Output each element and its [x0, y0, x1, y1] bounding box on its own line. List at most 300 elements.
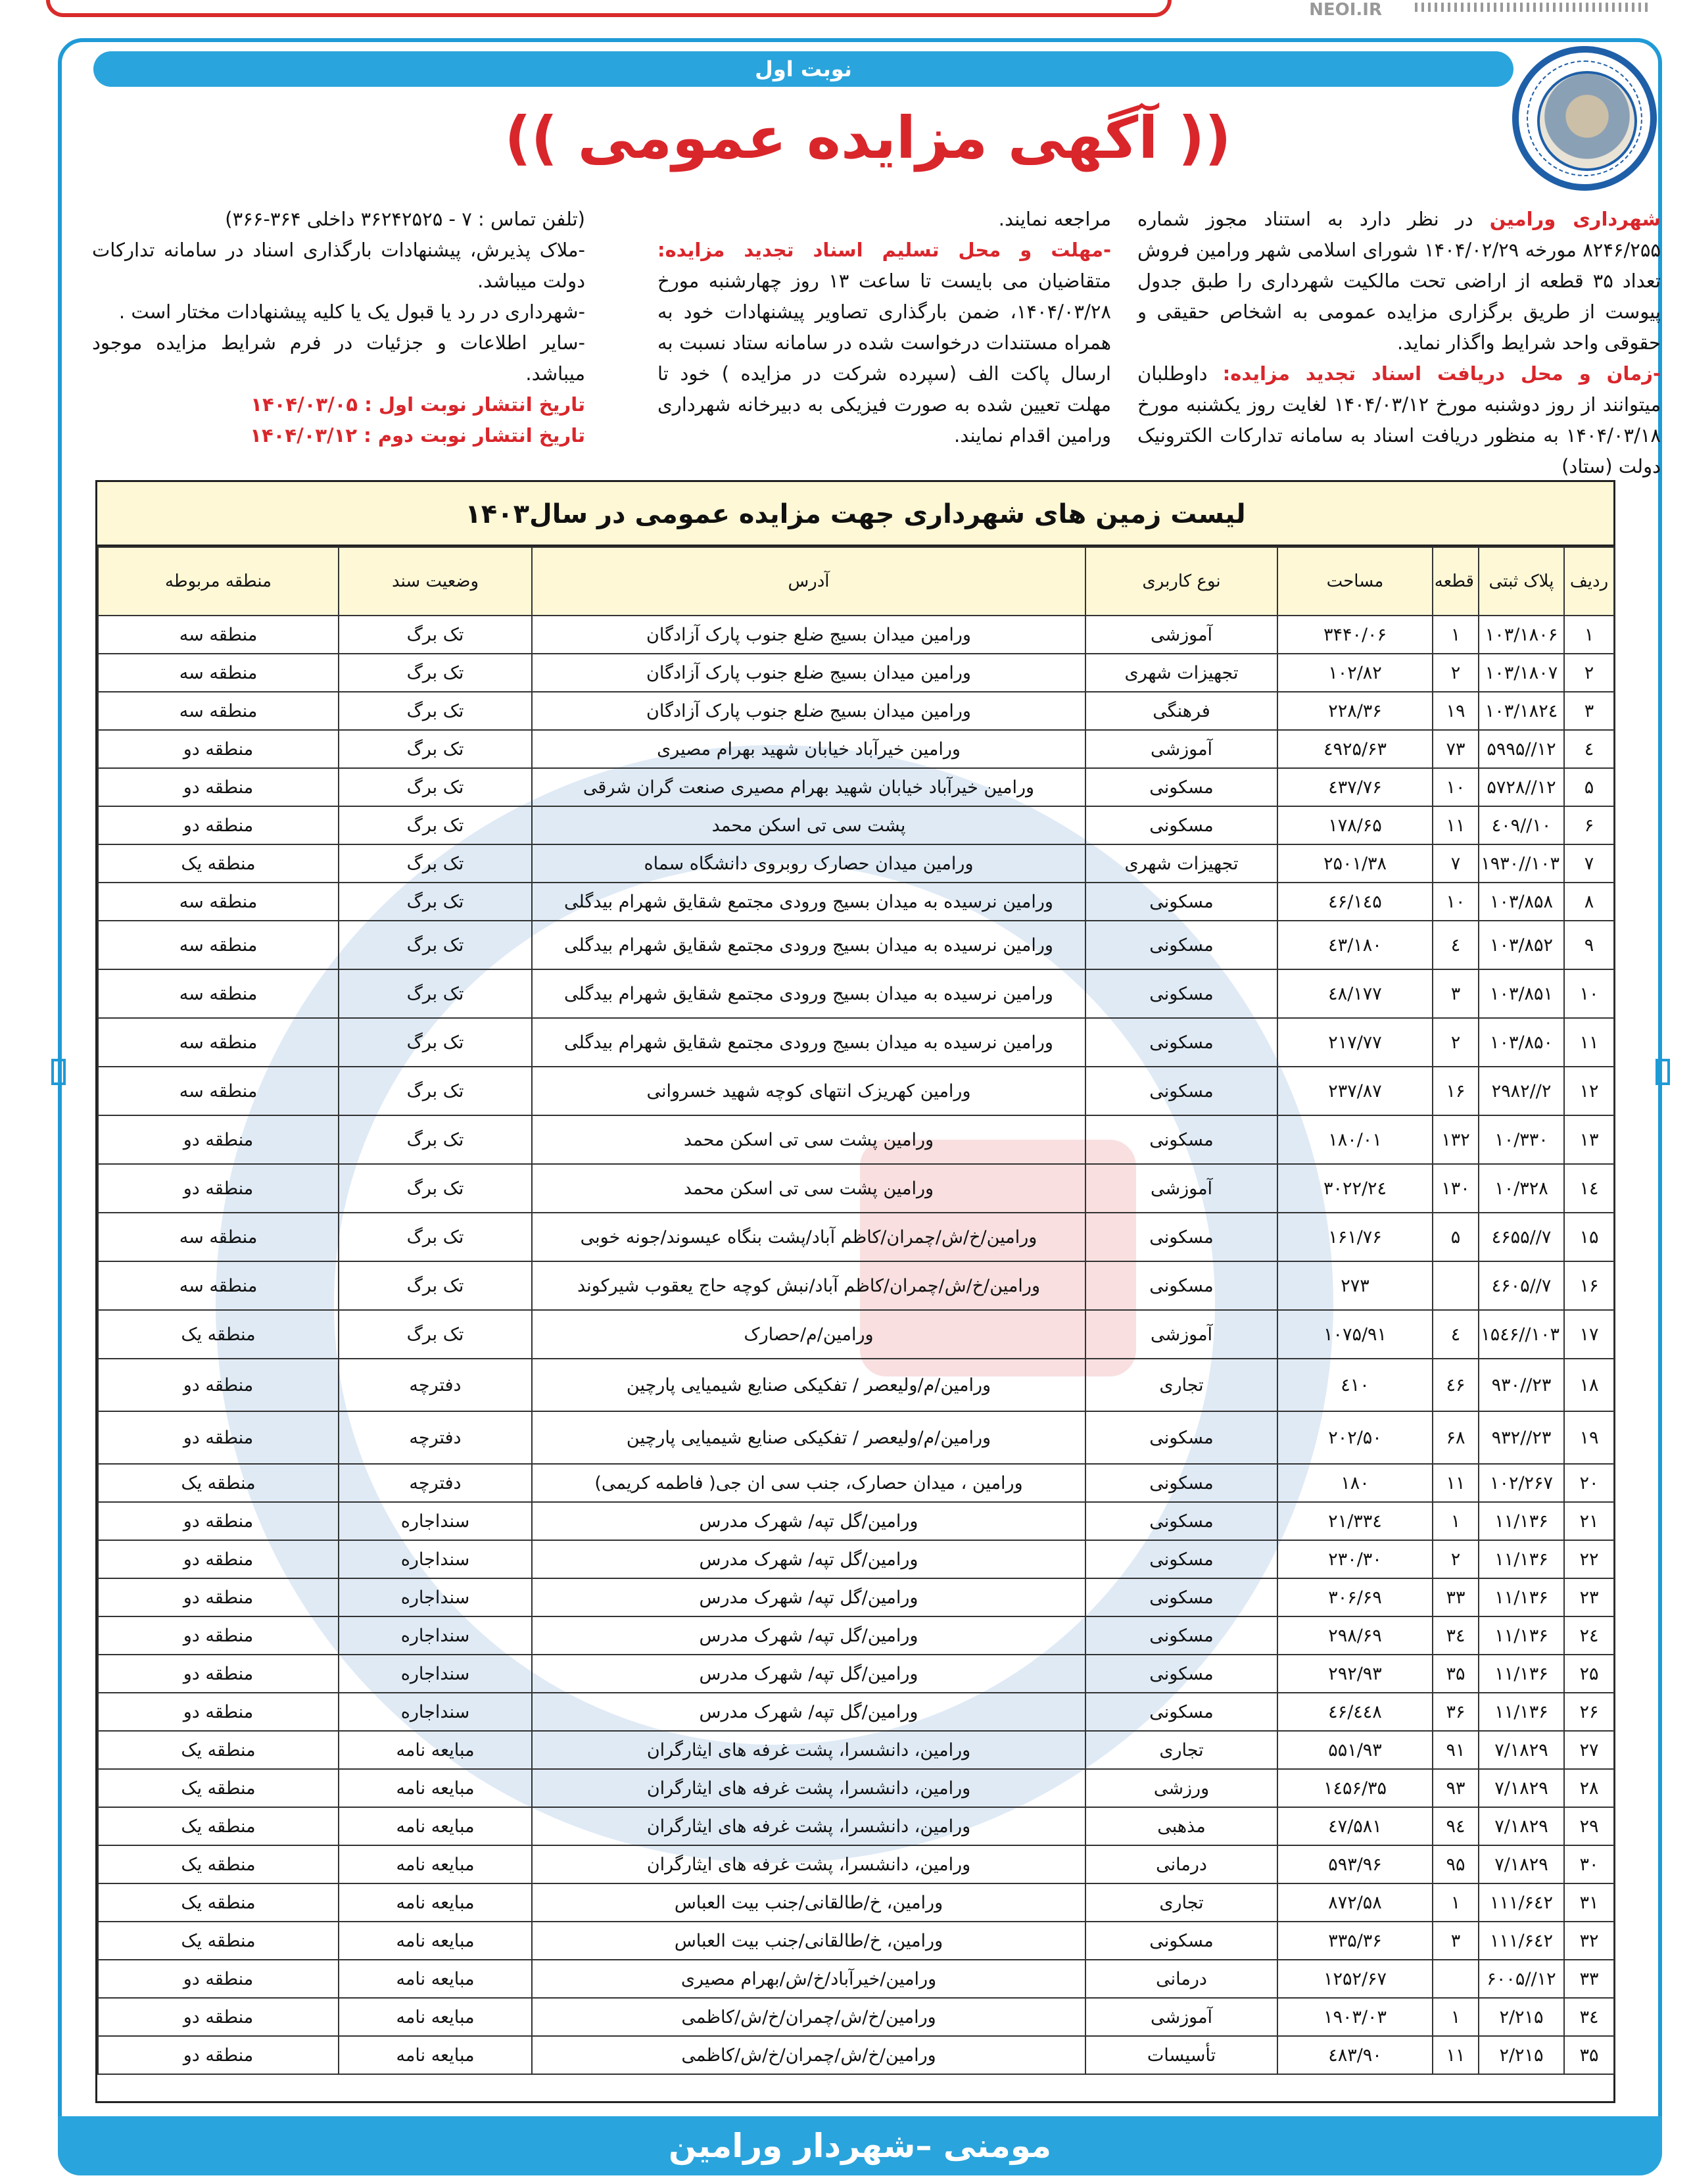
publish-second-label: تاریخ انتشار نوبت دوم : — [364, 424, 585, 447]
table-cell: ۷۳ — [1433, 730, 1479, 768]
docs-receipt-text: داوطلبان میتوانند از روز دوشنبه مورخ ۱۴۰۴/۰۳/۱۲ لغایت روز یکشنبه مورخ ۱۴۰۴/۰۳/۱۸ به منظور دریافت اسناد به سامانه تدارکات الکترونیک دولت (ستاد) — [1137, 362, 1661, 477]
municipality-name: شهرداری ورامین — [1489, 208, 1661, 230]
land-list-table-box — [95, 480, 1615, 2103]
table-cell: ۲ — [1433, 1018, 1479, 1067]
table-cell: ۱٤۵۶/۳۵ — [1277, 1769, 1433, 1807]
table-cell: منطقه یک — [98, 1807, 339, 1845]
table-cell: دفترچه — [339, 1359, 532, 1411]
table-cell: تجاری — [1085, 1883, 1277, 1922]
table-cell: تجاری — [1085, 1359, 1277, 1411]
column-header: نوع کاربری — [1085, 547, 1277, 616]
table-cell: ۱۰۳/۱۸۲٤ — [1479, 692, 1564, 730]
table-cell: آموزشی — [1085, 730, 1277, 768]
table-cell: ۱۰۷۵/۹۱ — [1277, 1310, 1433, 1359]
table-cell: ۲۶ — [1564, 1693, 1614, 1731]
table-cell: ۷ — [1564, 844, 1614, 883]
intro-column-left — [92, 204, 585, 451]
table-cell: آموزشی — [1085, 1310, 1277, 1359]
table-cell: ۲۷ — [1564, 1731, 1614, 1769]
table-row — [98, 1769, 1614, 1807]
table-cell: ۱۱۱/۶٤۲ — [1479, 1883, 1564, 1922]
table-cell: ۱۱۱/۶٤۲ — [1479, 1922, 1564, 1960]
table-cell: منطقه سه — [98, 654, 339, 692]
table-cell: مسکونی — [1085, 1578, 1277, 1616]
table-row — [98, 1115, 1614, 1164]
table-cell: ۱۱ — [1433, 1464, 1479, 1502]
table-cell: ۱۳۲ — [1433, 1115, 1479, 1164]
table-cell: مسکونی — [1085, 1922, 1277, 1960]
table-cell: ۳۰۲۲/۲٤ — [1277, 1164, 1433, 1213]
table-row — [98, 1998, 1614, 2036]
table-cell: مسکونی — [1085, 969, 1277, 1018]
table-cell: ورامین میدان حصارک روبروی دانشگاه سماه — [532, 844, 1085, 883]
table-cell: ورامین نرسیده به میدان بسیج ورودی مجتمع شقایق شهرام بیدگلی — [532, 969, 1085, 1018]
table-cell: ۲۱ — [1564, 1502, 1614, 1540]
table-cell: ۱۷۷/٤۸ — [1277, 969, 1433, 1018]
table-cell: ۱۰۲/۸۲ — [1277, 654, 1433, 692]
table-cell: ۲۸ — [1564, 1769, 1614, 1807]
table-cell: تک برگ — [339, 768, 532, 806]
table-cell: ۱۸ — [1564, 1359, 1614, 1411]
table-cell: ٤٤۸/٤۶ — [1277, 1693, 1433, 1731]
table-cell: ۲۳۷/۸۷ — [1277, 1067, 1433, 1115]
table-cell: ۷ — [1433, 844, 1479, 883]
table-cell: مسکونی — [1085, 883, 1277, 921]
table-cell: ۱۰//٤۰۹ — [1479, 806, 1564, 844]
table-cell: تأسیسات — [1085, 2036, 1277, 2074]
top-strip — [0, 0, 1691, 20]
table-row — [98, 768, 1614, 806]
table-cell: ۹۵ — [1433, 1845, 1479, 1883]
table-cell: ۱۱/۱۳۶ — [1479, 1502, 1564, 1540]
table-row — [98, 1359, 1614, 1411]
table-cell: مسکونی — [1085, 1655, 1277, 1693]
table-cell: ۱ — [1433, 1998, 1479, 2036]
table-cell: ۱۰۳//۱۵٤۶ — [1479, 1310, 1564, 1359]
table-cell: ۱۱/۱۳۶ — [1479, 1540, 1564, 1578]
intro-paragraph: در نظر دارد به استناد مجوز شماره ۸۲۴۶/۲۵۵ مورخه ۱۴۰۴/۰۲/۲۹ شورای اسلامی شهر ورامین فروش تعداد ۳۵ قطعه از اراضی تحت مالکیت شهرداری را طبق جدول پیوست از طریق برگزاری مزایده عمومی به اشخاص حقیقی و حقوقی واحد شرایط واگذار نماید. — [1137, 208, 1661, 354]
table-cell: ۱۶ — [1433, 1067, 1479, 1115]
table-cell: ۱۷ — [1564, 1310, 1614, 1359]
table-cell: ۳۳ — [1433, 1578, 1479, 1616]
table-cell: ۳ — [1564, 692, 1614, 730]
table-cell: مسکونی — [1085, 1067, 1277, 1115]
table-cell: آموزشی — [1085, 1164, 1277, 1213]
table-cell: ۶ — [1564, 806, 1614, 844]
table-cell: ۱۸۰/۰۱ — [1277, 1115, 1433, 1164]
notice-round-banner: نوبت اول — [93, 51, 1513, 87]
table-cell: ۲۲ — [1564, 1540, 1614, 1578]
table-cell: منطقه دو — [98, 1960, 339, 1998]
table-row — [98, 1164, 1614, 1213]
table-cell: ۲۳۰/۳۰ — [1277, 1540, 1433, 1578]
table-cell: ورامین، خ/طالقانی/جنب بیت العباس — [532, 1883, 1085, 1922]
table-cell: ۱۰/۳۳۰ — [1479, 1115, 1564, 1164]
table-cell: ۱۲۵۲/۶۷ — [1277, 1960, 1433, 1998]
intro-column-middle — [657, 204, 1111, 451]
table-cell: ۷/۱۸۲۹ — [1479, 1845, 1564, 1883]
table-cell: مسکونی — [1085, 1540, 1277, 1578]
table-cell: ۱۰۲/۲۶۷ — [1479, 1464, 1564, 1502]
table-cell: ۷//٤۶۰۵ — [1479, 1261, 1564, 1310]
table-cell: تک برگ — [339, 1310, 532, 1359]
table-cell: ٤۶ — [1433, 1359, 1479, 1411]
table-cell: ۱۰۳/۱۸۰۶ — [1479, 616, 1564, 654]
table-cell: ۱۲ — [1564, 1067, 1614, 1115]
table-cell: ورامین/م/ولیعصر / تفکیکی صنایع شیمیایی پارچین — [532, 1359, 1085, 1411]
table-cell: ۱۰۳/۸۵۱ — [1479, 969, 1564, 1018]
table-cell: ۶۸ — [1433, 1411, 1479, 1464]
column-header: آدرس — [532, 547, 1085, 616]
table-cell: ۳۲ — [1564, 1922, 1614, 1960]
table-cell: تک برگ — [339, 1018, 532, 1067]
table-cell: ۲۳//۹۳۲ — [1479, 1411, 1564, 1464]
table-cell: منطقه دو — [98, 1578, 339, 1616]
intro-column-right — [1137, 204, 1661, 482]
table-cell: ۳ — [1433, 969, 1479, 1018]
table-cell: ٤۹۲۵/۶۳ — [1277, 730, 1433, 768]
table-cell: مبایعه نامه — [339, 1731, 532, 1769]
table-cell: ۸۷۲/۵۸ — [1277, 1883, 1433, 1922]
table-cell: ۱۱/۱۳۶ — [1479, 1578, 1564, 1616]
table-row — [98, 1261, 1614, 1310]
table-cell: منطقه دو — [98, 1411, 339, 1464]
table-cell: ورامین ، میدان حصارک، جنب سی ان جی( فاطمه کریمی) — [532, 1464, 1085, 1502]
table-cell: منطقه یک — [98, 1731, 339, 1769]
table-cell: ۱۲//۵۷۲۸ — [1479, 768, 1564, 806]
publish-date-second — [92, 420, 585, 451]
table-cell: سنداجاره — [339, 1502, 532, 1540]
table-row — [98, 1807, 1614, 1845]
table-row — [98, 844, 1614, 883]
table-cell: منطقه سه — [98, 969, 339, 1018]
table-cell: ۹۳ — [1433, 1769, 1479, 1807]
table-cell: منطقه سه — [98, 883, 339, 921]
table-cell: ورامین، دانشسرا، پشت غرفه های ایثارگران — [532, 1731, 1085, 1769]
table-cell: ورامین/گل تپه/ شهرک مدرس — [532, 1540, 1085, 1578]
right-edge-marker — [1655, 1059, 1670, 1085]
table-cell: منطقه دو — [98, 1115, 339, 1164]
table-cell: ورامین پشت سی تی اسکن محمد — [532, 1164, 1085, 1213]
docs-receipt-heading: -زمان و محل دریافت اسناد تجدید مزایده: — [1222, 362, 1661, 385]
table-cell: تک برگ — [339, 883, 532, 921]
table-cell: ۱۱ — [1564, 1018, 1614, 1067]
table-cell — [1433, 1261, 1479, 1310]
table-cell: ۳۳۵/۳۶ — [1277, 1922, 1433, 1960]
table-cell: ۵ — [1433, 1213, 1479, 1261]
table-body — [98, 616, 1614, 2074]
table-cell: ٤ — [1564, 730, 1614, 768]
table-cell: ۲/۲۱۵ — [1479, 1998, 1564, 2036]
table-cell: سنداجاره — [339, 1693, 532, 1731]
table-cell: ورامین/خ/ش/چمران/کاظم آباد/پشت بنگاه عیسوند/جونه خوبی — [532, 1213, 1085, 1261]
table-row — [98, 2036, 1614, 2074]
table-cell: تک برگ — [339, 806, 532, 844]
table-cell: ۲۹ — [1564, 1807, 1614, 1845]
table-cell: ورامین میدان بسیج ضلع جنوب پارک آزادگان — [532, 692, 1085, 730]
table-cell: مسکونی — [1085, 921, 1277, 969]
table-cell: ۲۷۳ — [1277, 1261, 1433, 1310]
table-cell: منطقه دو — [98, 806, 339, 844]
table-cell: ۱۰۳/۸۵۸ — [1479, 883, 1564, 921]
table-cell: ۳ — [1433, 1922, 1479, 1960]
table-cell: ۱۰۳//۱۹۳۰ — [1479, 844, 1564, 883]
table-cell: تک برگ — [339, 654, 532, 692]
table-cell: تک برگ — [339, 692, 532, 730]
table-cell: ۱٤۵/٤۶ — [1277, 883, 1433, 921]
table-cell: تجهیزات شهری — [1085, 654, 1277, 692]
table-cell: مسکونی — [1085, 1502, 1277, 1540]
table-row — [98, 1883, 1614, 1922]
top-red-border — [46, 0, 1172, 17]
table-cell: ۱۶۱/۷۶ — [1277, 1213, 1433, 1261]
table-cell: منطقه دو — [98, 1164, 339, 1213]
column-header: مساحت — [1277, 547, 1433, 616]
table-cell: ورامین/گل تپه/ شهرک مدرس — [532, 1578, 1085, 1616]
table-row — [98, 1310, 1614, 1359]
table-cell: منطقه سه — [98, 616, 339, 654]
page-title: (( آگهی مزایده عمومی )) — [504, 104, 1231, 172]
table-cell: مسکونی — [1085, 806, 1277, 844]
table-cell: ورامین، خ/طالقانی/جنب بیت العباس — [532, 1922, 1085, 1960]
table-cell: مبایعه نامه — [339, 1807, 532, 1845]
table-cell: منطقه یک — [98, 1883, 339, 1922]
table-cell: ورامین نرسیده به میدان بسیج ورودی مجتمع شقایق شهرام بیدگلی — [532, 883, 1085, 921]
table-title: لیست زمین های شهرداری جهت مزایده عمومی در سال۱۴۰۳ — [97, 482, 1613, 546]
table-cell: ۳٤ — [1433, 1616, 1479, 1655]
table-cell: ورامین/م/حصارک — [532, 1310, 1085, 1359]
table-cell: منطقه یک — [98, 844, 339, 883]
table-cell: ۳۳٤/۲۱ — [1277, 1502, 1433, 1540]
table-cell: ورامین/گل تپه/ شهرک مدرس — [532, 1502, 1085, 1540]
table-cell: ۲۰ — [1564, 1464, 1614, 1502]
table-cell: ۳۰۶/۶۹ — [1277, 1578, 1433, 1616]
table-cell: دفترچه — [339, 1464, 532, 1502]
table-cell: ورامین میدان بسیج ضلع جنوب پارک آزادگان — [532, 654, 1085, 692]
table-cell: ٤۳۷/۷۶ — [1277, 768, 1433, 806]
table-cell: ۱ — [1433, 1502, 1479, 1540]
table-cell: تک برگ — [339, 844, 532, 883]
table-cell: ۲۹۸/۶۹ — [1277, 1616, 1433, 1655]
table-row — [98, 883, 1614, 921]
table-cell: ۱۵ — [1564, 1213, 1614, 1261]
table-cell: ۱۱ — [1433, 806, 1479, 844]
table-cell: ۲۰۲/۵۰ — [1277, 1411, 1433, 1464]
table-cell: ۱ — [1433, 616, 1479, 654]
table-cell: ۵۹۳/۹۶ — [1277, 1845, 1433, 1883]
table-row — [98, 806, 1614, 844]
municipality-logo — [1512, 46, 1657, 191]
table-cell: ۳۰ — [1564, 1845, 1614, 1883]
table-cell: ۱۹ — [1564, 1411, 1614, 1464]
table-cell: ۱ — [1433, 1883, 1479, 1922]
table-cell: منطقه یک — [98, 1922, 339, 1960]
table-cell: ورامین کهریزک انتهای کوچه شهید خسروانی — [532, 1067, 1085, 1115]
table-row — [98, 1693, 1614, 1731]
table-cell: ۱۹ — [1433, 692, 1479, 730]
table-row — [98, 921, 1614, 969]
table-cell: ۷/۱۸۲۹ — [1479, 1769, 1564, 1807]
table-cell: ۱۰ — [1433, 883, 1479, 921]
table-cell: تک برگ — [339, 1213, 532, 1261]
table-cell: ورامین خیرآباد خیابان شهید بهرام مصیری صنعت گران شرقی — [532, 768, 1085, 806]
table-cell: منطقه سه — [98, 1213, 339, 1261]
table-cell: ۱ — [1564, 616, 1614, 654]
table-cell: ورامین/خ/ش/چمران/خ/ش/کاظمی — [532, 1998, 1085, 2036]
table-cell: ورامین، دانشسرا، پشت غرفه های ایثارگران — [532, 1769, 1085, 1807]
table-row — [98, 1845, 1614, 1883]
table-cell: مسکونی — [1085, 1115, 1277, 1164]
table-cell: ورامین/خ/ش/چمران/خ/ش/کاظمی — [532, 2036, 1085, 2074]
table-cell: ورامین، دانشسرا، پشت غرفه های ایثارگران — [532, 1845, 1085, 1883]
site-watermark: NEOI.IR — [1309, 0, 1382, 20]
table-cell: منطقه سه — [98, 1261, 339, 1310]
table-cell: مبایعه نامه — [339, 1960, 532, 1998]
table-cell: ۵۵۱/۹۳ — [1277, 1731, 1433, 1769]
table-cell: تک برگ — [339, 1115, 532, 1164]
table-cell: درمانی — [1085, 1845, 1277, 1883]
table-cell: ۱۰ — [1433, 768, 1479, 806]
table-cell: ۱۳۰ — [1433, 1164, 1479, 1213]
table-cell: ۱۱/۱۳۶ — [1479, 1655, 1564, 1693]
table-cell: منطقه یک — [98, 1310, 339, 1359]
table-cell: ۱٤ — [1564, 1164, 1614, 1213]
table-cell: تجاری — [1085, 1731, 1277, 1769]
table-cell: منطقه دو — [98, 730, 339, 768]
table-cell: ۲ — [1433, 1540, 1479, 1578]
table-cell: ٤ — [1433, 1310, 1479, 1359]
table-cell: تک برگ — [339, 921, 532, 969]
table-cell: ۹ — [1564, 921, 1614, 969]
column-header: منطقه مربوطه — [98, 547, 339, 616]
table-cell: منطقه دو — [98, 1616, 339, 1655]
table-cell: آموزشی — [1085, 616, 1277, 654]
table-cell: مبایعه نامه — [339, 1845, 532, 1883]
table-cell: سنداجاره — [339, 1655, 532, 1693]
table-row — [98, 1731, 1614, 1769]
table-cell: ۳۳ — [1564, 1960, 1614, 1998]
table-cell: ورامین/خیرآباد/خ/ش/بهرام مصیری — [532, 1960, 1085, 1998]
table-cell: ۷//٤۶۵۵ — [1479, 1213, 1564, 1261]
table-row — [98, 1616, 1614, 1655]
table-cell: دفترچه — [339, 1411, 532, 1464]
table-cell: مبایعه نامه — [339, 1769, 532, 1807]
table-cell: ورامین نرسیده به میدان بسیج ورودی مجتمع شقایق شهرام بیدگلی — [532, 921, 1085, 969]
table-cell: منطقه سه — [98, 692, 339, 730]
column-header: ردیف — [1564, 547, 1614, 616]
table-cell: ۲۳//۹۳۰ — [1479, 1359, 1564, 1411]
refer-text: مراجعه نمایند. — [998, 208, 1111, 230]
left-edge-marker — [51, 1059, 66, 1085]
publish-first-value: ۱۴۰۴/۰۳/۰۵ — [250, 393, 365, 416]
table-cell: ۱۷۸/۶۵ — [1277, 806, 1433, 844]
table-cell: ۱۱ — [1433, 2036, 1479, 2074]
table-cell: ۹۱ — [1433, 1731, 1479, 1769]
acceptance-criteria: -ملاک پذیرش، پیشنهادات بارگذاری اسناد در سامانه تدارکات دولت میباشد. — [92, 239, 585, 292]
logo-emblem-icon — [1537, 71, 1637, 171]
publish-second-value: ۱۴۰۴/۰۳/۱۲ — [250, 424, 364, 447]
submission-text: متقاضیان می بایست تا ساعت ۱۳ روز چهارشنبه مورخ ۱۴۰۴/۰۳/۲۸، ضمن بارگذاری تصاویر پیشنهادات خود به همراه مستندات درخواست شده در سامانه ستاد نسبت به ارسال پاکت الف (سپرده شرکت در مزایده ) خود تا مهلت تعیین شده به صورت فیزیکی به دبیرخانه شهرداری ورامین اقدام نمایند. — [657, 270, 1111, 447]
table-cell: ۱۸۰ — [1277, 1464, 1433, 1502]
table-cell: ۲٤ — [1564, 1616, 1614, 1655]
table-row — [98, 1502, 1614, 1540]
table-cell: ۲۵ — [1564, 1655, 1614, 1693]
submission-heading: -مهلت و محل تسلیم اسناد تجدید مزایده: — [657, 239, 1111, 261]
table-cell: منطقه سه — [98, 921, 339, 969]
table-cell: مسکونی — [1085, 1213, 1277, 1261]
reject-right-note: -شهرداری در رد یا قبول یک یا کلیه پیشنهادات مختار است . — [118, 301, 585, 323]
table-cell: ۱۱/۱۳۶ — [1479, 1616, 1564, 1655]
table-cell: تک برگ — [339, 616, 532, 654]
table-cell: ۳۱ — [1564, 1883, 1614, 1922]
table-cell: ۲۵۰۱/۳۸ — [1277, 844, 1433, 883]
table-cell: مسکونی — [1085, 1411, 1277, 1464]
table-cell: ۲۲۸/۳۶ — [1277, 692, 1433, 730]
table-cell: ۹٤ — [1433, 1807, 1479, 1845]
table-row — [98, 654, 1614, 692]
table-cell: مسکونی — [1085, 1018, 1277, 1067]
table-cell: ۲۹۲/۹۳ — [1277, 1655, 1433, 1693]
table-cell: ورامین/م/ولیعصر / تفکیکی صنایع شیمیایی پارچین — [532, 1411, 1085, 1464]
table-row — [98, 1540, 1614, 1578]
table-row — [98, 1067, 1614, 1115]
table-cell: ۱۰۳/۱۸۰۷ — [1479, 654, 1564, 692]
table-cell — [1433, 1960, 1479, 1998]
table-cell: ۱۹۰۳/۰۳ — [1277, 1998, 1433, 2036]
table-cell: ۱۳ — [1564, 1115, 1614, 1164]
barcode-strip — [1415, 3, 1652, 12]
table-cell: ۸ — [1564, 883, 1614, 921]
table-cell: ٤۸۳/۹۰ — [1277, 2036, 1433, 2074]
table-row — [98, 1018, 1614, 1067]
column-header: وضعیت سند — [339, 547, 532, 616]
table-cell: منطقه دو — [98, 1693, 339, 1731]
table-cell: ورامین/گل تپه/ شهرک مدرس — [532, 1616, 1085, 1655]
table-cell: ۲ — [1564, 654, 1614, 692]
table-cell: ورامین، دانشسرا، پشت غرفه های ایثارگران — [532, 1807, 1085, 1845]
table-row — [98, 1655, 1614, 1693]
table-row — [98, 616, 1614, 654]
table-cell: ۲۳ — [1564, 1578, 1614, 1616]
table-cell: ۳۴۴۰/۰۶ — [1277, 616, 1433, 654]
table-cell: ٤ — [1433, 921, 1479, 969]
table-cell: منطقه دو — [98, 768, 339, 806]
table-cell: ۵۸۱/٤۷ — [1277, 1807, 1433, 1845]
table-cell: سنداجاره — [339, 1616, 532, 1655]
table-cell: تک برگ — [339, 1067, 532, 1115]
table-cell: درمانی — [1085, 1960, 1277, 1998]
table-cell: ورامین خیرآباد خیابان شهید بهرام مصیری — [532, 730, 1085, 768]
table-cell: آموزشی — [1085, 1998, 1277, 2036]
publish-date-first — [92, 389, 585, 420]
table-row — [98, 1578, 1614, 1616]
table-cell: ۷/۱۸۲۹ — [1479, 1807, 1564, 1845]
table-cell: مسکونی — [1085, 1693, 1277, 1731]
column-header: پلاک ثبتی — [1479, 547, 1564, 616]
table-cell: منطقه یک — [98, 1845, 339, 1883]
table-cell: ورامین میدان بسیج ضلع جنوب پارک آزادگان — [532, 616, 1085, 654]
table-row — [98, 1464, 1614, 1502]
table-cell: ۲/۲۱۵ — [1479, 2036, 1564, 2074]
table-cell: منطقه یک — [98, 1464, 339, 1502]
table-cell: ۱۰/۳۲۸ — [1479, 1164, 1564, 1213]
table-cell: مسکونی — [1085, 1261, 1277, 1310]
table-cell: ۲ — [1433, 654, 1479, 692]
table-cell: ۱۲//۵۹۹۵ — [1479, 730, 1564, 768]
table-cell: ورامین نرسیده به میدان بسیج ورودی مجتمع شقایق شهرام بیدگلی — [532, 1018, 1085, 1067]
land-list-table — [97, 546, 1615, 2075]
more-info-note: -سایر اطلاعات و جزئیات در فرم شرایط مزایده موجود میباشد. — [92, 331, 585, 385]
